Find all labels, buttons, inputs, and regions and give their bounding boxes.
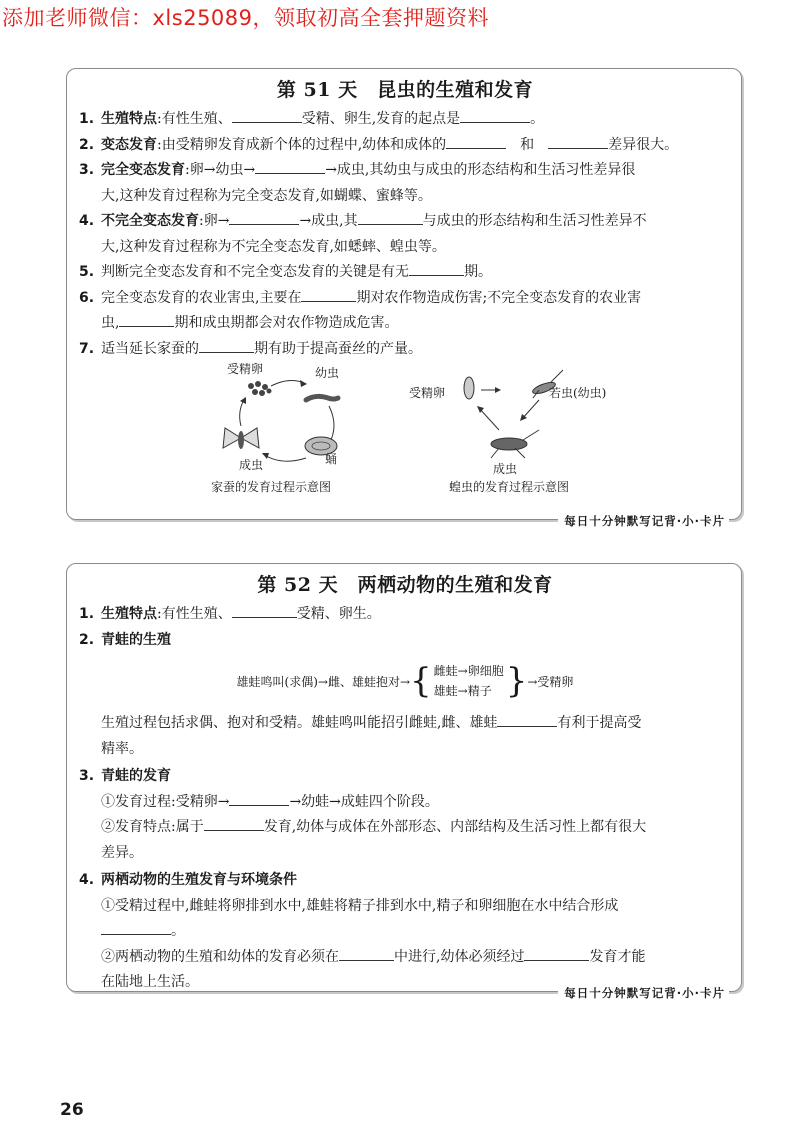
list-item: 2. 变态发育:由受精卵发育成新个体的过程中,幼体和成体的 和 差异很大。 (79, 133, 731, 159)
paragraph: ②发育特点:属于 发育,幼体与成体在外部形态、内部结构及生活习性上都有很大 差异。 (79, 815, 731, 866)
reproduction-flow: 雄蛙鸣叫(求偶)→雌、雄蛙抱对→ { 雌蛙→卵细胞 雄蛙→精子 } →受精卵 (236, 661, 574, 701)
fill-blank[interactable] (229, 790, 289, 806)
list-item: 3. 青蛙的发育 (79, 768, 171, 784)
fill-blank[interactable] (199, 337, 254, 353)
paragraph: ①发育过程:受精卵→ →幼蛙→成蛙四个阶段。 (79, 790, 731, 816)
list-item: 7. 适当延长家蚕的 期有助于提高蚕丝的产量。 (79, 337, 731, 363)
fill-blank[interactable] (339, 945, 394, 961)
card-day-51 (66, 68, 742, 528)
list-item: 1. 生殖特点:有性生殖、 受精、卵生。 (79, 602, 731, 628)
list-item: 2. 青蛙的生殖 (79, 631, 171, 648)
fill-blank[interactable] (255, 158, 325, 174)
fill-blank[interactable] (119, 311, 174, 327)
label-pupa: 蛹 (325, 452, 338, 466)
fill-blank[interactable] (460, 107, 530, 123)
fill-blank[interactable] (548, 133, 608, 149)
figures (79, 362, 731, 498)
list-item: 5. 判断完全变态发育和不完全变态发育的关键是有无 期。 (79, 260, 731, 286)
label-egg: 受精卵 (409, 386, 446, 400)
list-item: 1. 生殖特点:有性生殖、 受精、卵生,发育的起点是 。 (79, 107, 731, 133)
list-item: 4. 不完全变态发育:卵→ →成虫,其 与成虫的形态结构和生活习性差异不 大,这种发育过程称为不完全变态发育,如蟋蟀、蝗虫等。 (79, 209, 731, 260)
fill-blank[interactable] (301, 286, 356, 302)
locust-cycle-figure (439, 368, 589, 468)
fill-blank[interactable] (446, 133, 506, 149)
watermark-text: 添加老师微信：xls25089，领取初高全套押题资料 (2, 6, 490, 30)
fill-blank[interactable] (409, 260, 464, 276)
card-day-52 (66, 563, 742, 1000)
fill-blank[interactable] (232, 602, 297, 618)
card-title: 第 51 天 昆虫的生殖和发育 (276, 79, 534, 101)
paragraph: ②两栖动物的生殖和幼体的发育必须在 中进行,幼体必须经过 发育才能 在陆地上生活。 (79, 945, 731, 996)
page-number: 26 (60, 1100, 84, 1120)
label-larva: 幼虫 (315, 366, 340, 380)
card-footer: 每日十分钟默写记背·小·卡片 (558, 514, 729, 528)
silkworm-cycle-figure (211, 366, 361, 476)
fill-blank[interactable] (358, 209, 423, 225)
list-item: 4. 两栖动物的生殖发育与环境条件 (79, 872, 297, 888)
label-nymph: 若虫(幼虫) (549, 386, 607, 400)
list-item: 6. 完全变态发育的农业害虫,主要在 期对农作物造成伤害;不完全变态发育的农业害 虫, 期和成虫期都会对农作物造成危害。 (79, 286, 731, 337)
caption: 蝗虫的发育过程示意图 (449, 480, 570, 494)
card-footer: 每日十分钟默写记背·小·卡片 (558, 986, 729, 1000)
paragraph: ①受精过程中,雌蛙将卵排到水中,雄蛙将精子排到水中,精子和卵细胞在水中结合形成 。 (101, 897, 619, 939)
fill-blank[interactable] (101, 919, 171, 935)
label-egg: 受精卵 (227, 362, 264, 376)
fill-blank[interactable] (524, 945, 589, 961)
label-adult: 成虫 (493, 462, 518, 476)
paragraph: 生殖过程包括求偶、抱对和受精。雄蛙鸣叫能招引雌蛙,雌、雄蛙 有利于提高受 精率。 (79, 711, 731, 762)
fill-blank[interactable] (232, 107, 302, 123)
fill-blank[interactable] (497, 711, 557, 727)
brace-right: } (505, 661, 528, 701)
label-adult: 成虫 (239, 458, 264, 472)
brace-left: { (410, 661, 432, 701)
card-title: 第 52 天 两栖动物的生殖和发育 (257, 574, 553, 596)
fill-blank[interactable] (229, 209, 299, 225)
caption: 家蚕的发育过程示意图 (211, 480, 332, 494)
fill-blank[interactable] (204, 815, 264, 831)
list-item: 3. 完全变态发育:卵→幼虫→ →成虫,其幼虫与成虫的形态结构和生活习性差异很 大,这种发育过程称为完全变态发育,如蝴蝶、蜜蜂等。 (79, 158, 731, 209)
